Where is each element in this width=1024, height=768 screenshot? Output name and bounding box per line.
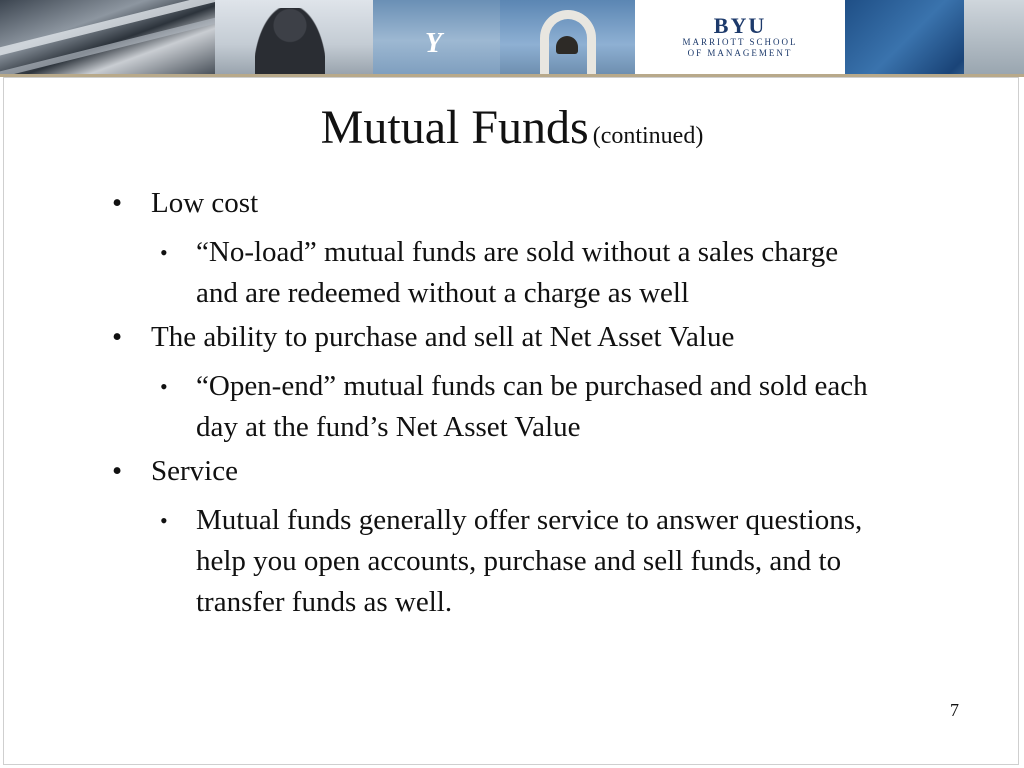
bullet-icon: •	[112, 321, 123, 353]
bullet-text: Low cost	[151, 187, 259, 219]
title-main: Mutual Funds	[320, 101, 589, 154]
banner-photo-bell-tower	[500, 0, 635, 74]
bullet-text: Service	[151, 455, 238, 487]
banner-photo-campus	[845, 0, 1024, 74]
sub-bullet-item	[0, 366, 876, 448]
banner-photo-building	[0, 0, 215, 74]
bell-icon	[556, 36, 578, 54]
school-name-line1: MARRIOTT SCHOOL	[682, 37, 798, 47]
byu-logo-text: BYU	[713, 13, 767, 38]
bullet-icon: •	[112, 187, 123, 219]
sub-bullet-icon: •	[160, 508, 168, 533]
sub-bullet-text: “Open-end” mutual funds can be purchased and sold each day at the fund’s Net Asset Value	[196, 370, 868, 443]
title-suffix: (continued)	[592, 123, 704, 149]
sub-bullet-icon: •	[160, 374, 168, 399]
sub-bullet-item	[0, 232, 876, 314]
sub-bullet-text: Mutual funds generally offer service to answer questions, help you open accounts, purchase and sell funds, and to transfer funds as well.	[196, 504, 863, 618]
statue-image	[255, 8, 325, 74]
byu-marriott-logo	[635, 0, 845, 74]
bullet-list	[0, 186, 1024, 629]
y-mountain-icon: Y	[425, 28, 443, 59]
bullet-text: The ability to purchase and sell at Net Asset Value	[151, 321, 735, 353]
school-name-line2: OF MANAGEMENT	[687, 48, 793, 58]
sub-bullet-item	[0, 500, 876, 623]
bullet-item	[0, 186, 1024, 220]
banner-photo-mountain	[373, 0, 500, 74]
header-banner	[0, 0, 1024, 74]
bullet-item	[0, 454, 1024, 488]
bullet-icon: •	[112, 455, 123, 487]
sub-bullet-text: “No-load” mutual funds are sold without a sales charge and are redeemed without a charge as well	[196, 236, 839, 309]
bullet-item	[0, 320, 1024, 354]
banner-photo-statue	[215, 0, 373, 74]
slide-title	[0, 100, 1024, 156]
sub-bullet-icon: •	[160, 240, 168, 265]
page-number: 7	[950, 700, 959, 720]
